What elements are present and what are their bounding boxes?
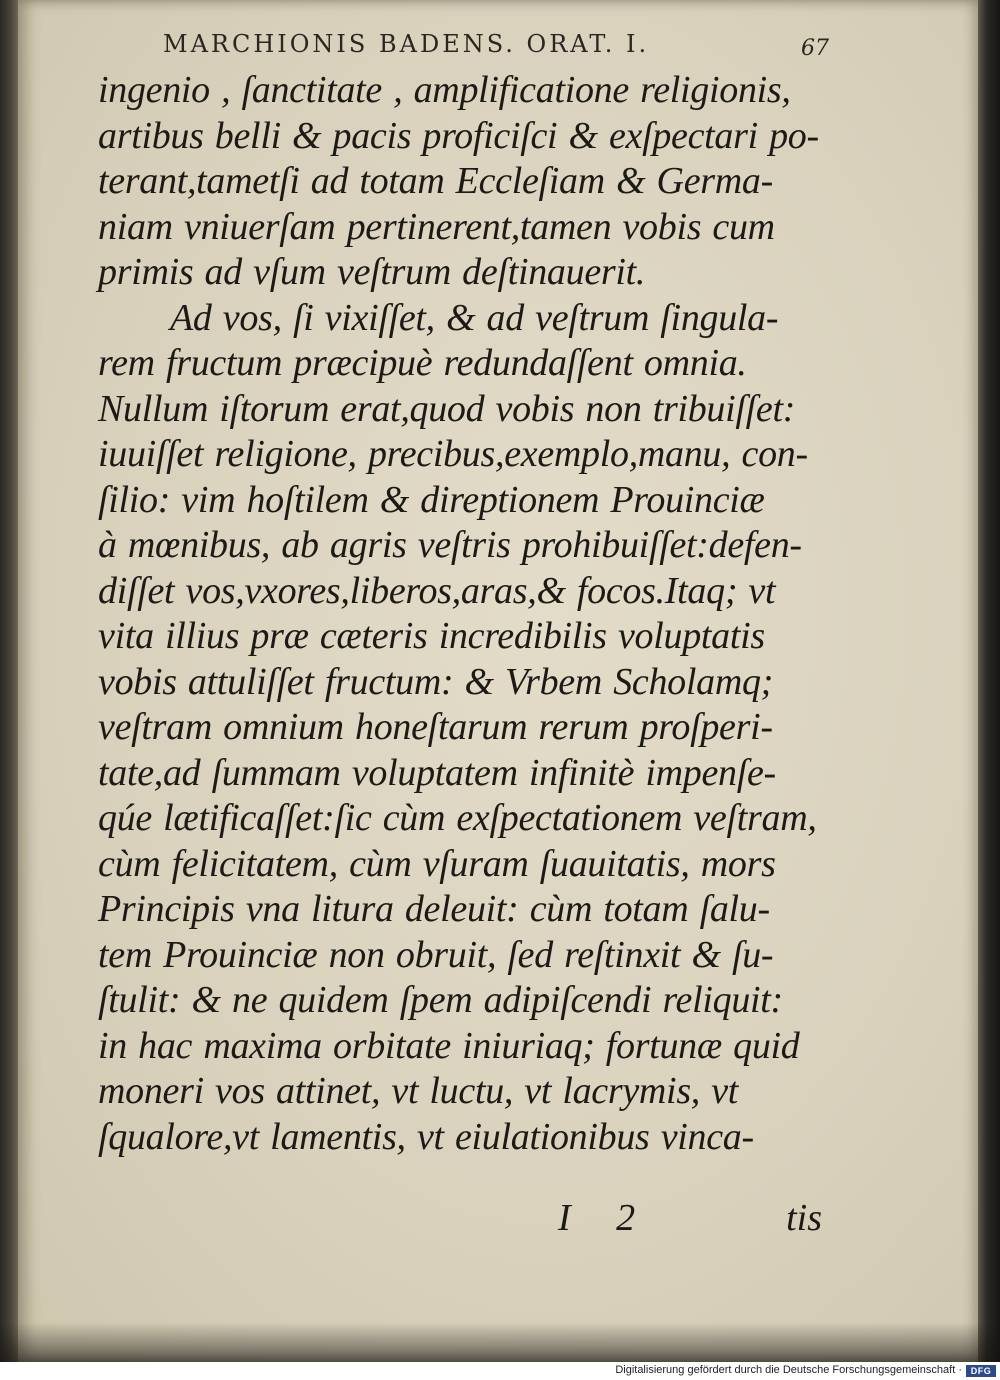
text-line: niam vniuerſam pertinerent,tamen vobis cum [98,205,775,248]
text-line: ingenio , ſanctitate , amplificatione religionis, [98,69,791,111]
dfg-logo: DFG [966,1365,996,1377]
signature-mark: I 2 [558,1197,654,1239]
text-line: à mœnibus, ab agris veſtris prohibuiſſet:defen- [98,524,802,566]
page-binding-edge [0,0,18,1362]
text-line: in hac maxima orbitate iniuriaq; fortunæ quid [98,1024,800,1067]
text-line: tate,ad ſummam voluptatem infinitè impenſe- [98,751,776,794]
text-line: iuuiſſet religione, precibus,exemplo,manu, con- [98,433,808,475]
text-line: vobis attuliſſet fructum: & Vrbem Scholamq; [98,660,774,703]
text-line: Principis vna litura deleuit: cùm totam ſalu- [98,888,770,930]
text-line: diſſet vos,vxores,liberos,aras,& focos.Itaq; vt [98,569,776,612]
text-line: moneri vos attinet, vt luctu, vt lacrymis, vt [98,1070,739,1112]
text-line: cùm felicitatem, cùm vſuram ſuauitatis, mors [98,842,776,885]
text-line: tem Prouinciæ non obruit, ſed reſtinxit & ſu- [98,933,774,976]
book-page [18,0,978,1362]
text-line: ſtulit: & ne quidem ſpem adipiſcendi reliquit: [98,979,783,1021]
text-line: vita illius præ cæteris incredibilis voluptatis [98,615,765,657]
text-line: primis ad vſum veſtrum deſtinauerit. [98,251,646,293]
funding-credit: Digitalisierung gefördert durch die Deutsche Forschungsgemeinschaft · [615,1364,962,1376]
running-head: MARCHIONIS BADENS. ORAT. I. [163,30,650,58]
text-line: Ad vos, ſi vixiſſet, & ad veſtrum ſingula- [170,296,779,339]
text-line: artibus belli & pacis proficiſci & exſpectari po- [98,114,819,157]
text-line: Nullum iſtorum erat,quod vobis non tribuiſſet: [98,387,796,430]
text-line: qúe lætificaſſet:ſic cùm exſpectationem veſtram, [98,797,817,839]
body-text [98,68,838,1160]
catchword-row [558,1196,828,1242]
footer-bar [0,1362,1000,1380]
text-line: veſtram omnium honeſtarum rerum proſperi- [98,706,773,748]
text-line: rem fructum præcipuè redundaſſent omnia. [98,342,747,384]
page-fore-edge [978,0,1000,1362]
text-line: terant,tametſi ad totam Eccleſiam & Germa- [98,160,773,202]
catchword: tis [786,1197,822,1239]
page-number: 67 [801,36,829,61]
text-line: ſqualore,vt lamentis, vt eiulationibus vinca- [98,1115,754,1158]
bottom-shadow [0,1322,1000,1362]
text-line: ſilio: vim hoſtilem & direptionem Prouinciæ [98,478,765,521]
